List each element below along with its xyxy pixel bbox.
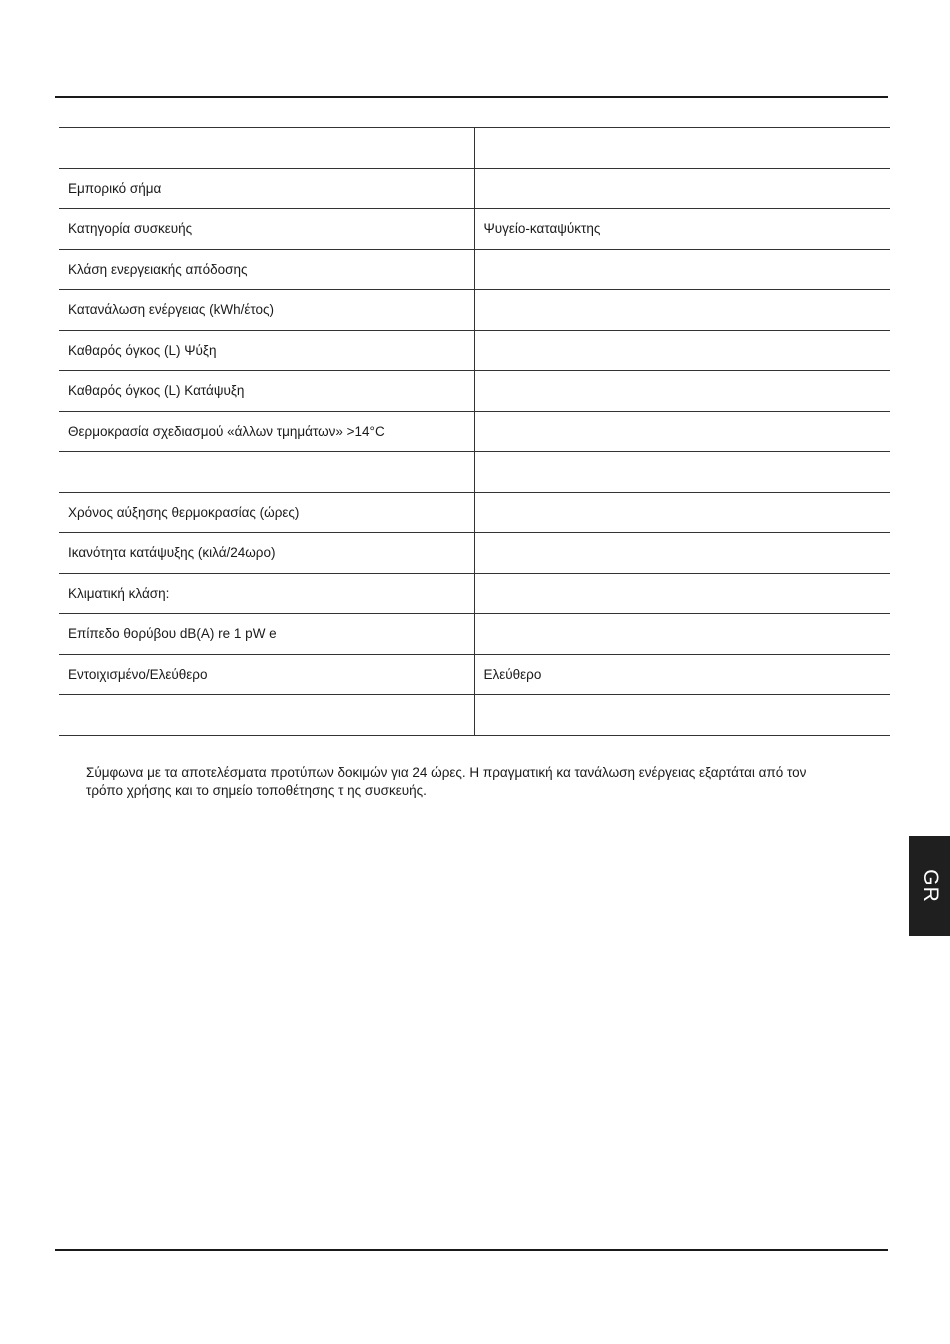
row-label: Θερμοκρασία σχεδιασμού «άλλων τμημάτων» >14°C bbox=[59, 411, 474, 452]
row-value bbox=[474, 492, 890, 533]
row-value bbox=[474, 411, 890, 452]
footnote-line-1: Σύμφωνα με τα αποτελέσματα προτύπων δοκιμών για 24 ώρες. Η πραγματική κα τανάλωση ενέργειας εξαρτάται από τον bbox=[86, 765, 807, 780]
table-row bbox=[59, 209, 890, 250]
table-row bbox=[59, 249, 890, 290]
row-label bbox=[59, 128, 474, 169]
table-row bbox=[59, 411, 890, 452]
table-row bbox=[59, 128, 890, 169]
row-value bbox=[474, 168, 890, 209]
row-value bbox=[474, 533, 890, 574]
row-label: Καθαρός όγκος (L) Κατάψυξη bbox=[59, 371, 474, 412]
table-row bbox=[59, 695, 890, 736]
language-tab-label: GR bbox=[918, 869, 942, 903]
row-label: Εντοιχισμένο/Ελεύθερο bbox=[59, 654, 474, 695]
table-row bbox=[59, 492, 890, 533]
row-label: Εμπορικό σήμα bbox=[59, 168, 474, 209]
row-label: Κλάση ενεργειακής απόδοσης bbox=[59, 249, 474, 290]
row-label: Επίπεδο θορύβου dB(A) re 1 pW e bbox=[59, 614, 474, 655]
row-value bbox=[474, 573, 890, 614]
row-value bbox=[474, 128, 890, 169]
table-row bbox=[59, 654, 890, 695]
top-rule bbox=[55, 96, 888, 98]
row-label: Χρόνος αύξησης θερμοκρασίας (ώρες) bbox=[59, 492, 474, 533]
footnote bbox=[86, 764, 876, 800]
row-label bbox=[59, 452, 474, 493]
table-row bbox=[59, 371, 890, 412]
table-row bbox=[59, 573, 890, 614]
table-row bbox=[59, 614, 890, 655]
bottom-rule bbox=[55, 1249, 888, 1251]
table-row bbox=[59, 290, 890, 331]
row-value bbox=[474, 614, 890, 655]
row-value bbox=[474, 249, 890, 290]
row-label bbox=[59, 695, 474, 736]
row-value bbox=[474, 371, 890, 412]
table-row bbox=[59, 533, 890, 574]
language-tab bbox=[909, 836, 950, 936]
row-value bbox=[474, 330, 890, 371]
row-label: Ικανότητα κατάψυξης (κιλά/24ωρο) bbox=[59, 533, 474, 574]
row-label: Κλιματική κλάση: bbox=[59, 573, 474, 614]
row-label: Καθαρός όγκος (L) Ψύξη bbox=[59, 330, 474, 371]
row-value: Ψυγείο-καταψύκτης bbox=[474, 209, 890, 250]
table-row bbox=[59, 330, 890, 371]
table-row bbox=[59, 168, 890, 209]
row-value bbox=[474, 452, 890, 493]
table-row bbox=[59, 452, 890, 493]
specification-table bbox=[59, 127, 890, 736]
footnote-line-2: τρόπο χρήσης και το σημείο τοποθέτησης τ ης συσκευής. bbox=[86, 783, 427, 798]
row-value bbox=[474, 695, 890, 736]
row-label: Κατανάλωση ενέργειας (kWh/έτος) bbox=[59, 290, 474, 331]
row-value: Ελεύθερο bbox=[474, 654, 890, 695]
row-label: Κατηγορία συσκευής bbox=[59, 209, 474, 250]
row-value bbox=[474, 290, 890, 331]
